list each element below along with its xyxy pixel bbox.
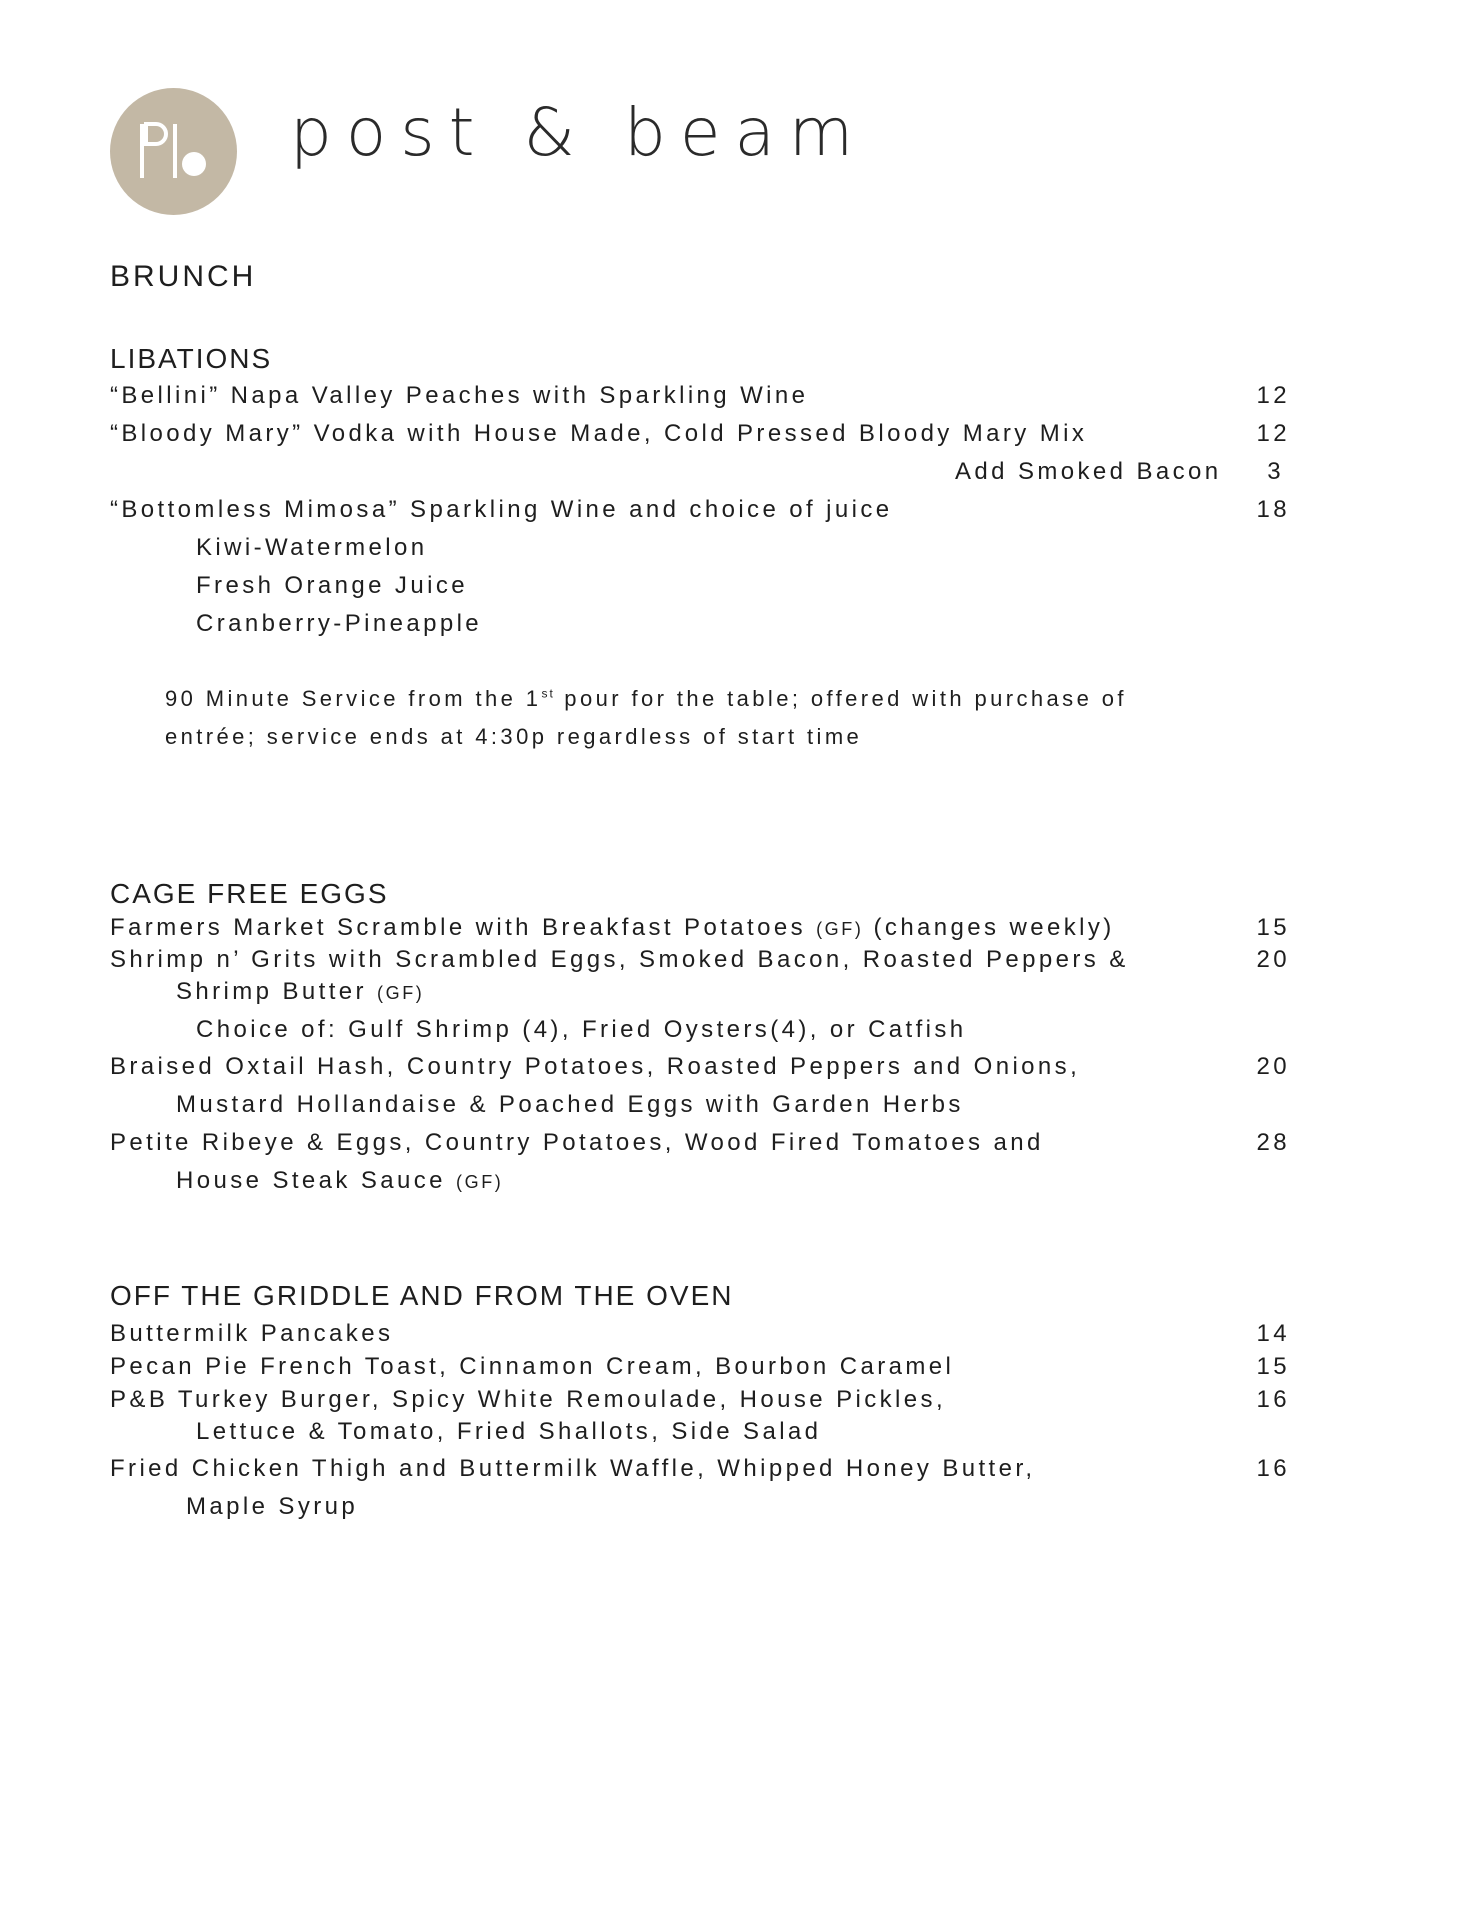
gf-tag: (GF) [456, 1172, 504, 1192]
item-choice: Choice of: Gulf Shrimp (4), Fried Oysters(4), or Catfish [196, 1016, 967, 1043]
menu-item-petite-ribeye [110, 1129, 1484, 1158]
item-price: 16 [1256, 1386, 1290, 1413]
item-name: Shrimp n’ Grits with Scrambled Eggs, Smoked Bacon, Roasted Peppers & [110, 946, 1129, 973]
menu-item-pecan-pie-french-toast [110, 1353, 1484, 1382]
item-name: “Bloody Mary” Vodka with House Made, Cold Pressed Bloody Mary Mix [110, 420, 1088, 447]
item-name: Farmers Market Scramble with Breakfast Potatoes [110, 914, 806, 941]
menu-title: BRUNCH [110, 260, 257, 293]
note-text: pour for the table; offered with purchase of [554, 686, 1127, 711]
section-heading-griddle: OFF THE GRIDDLE AND FROM THE OVEN [110, 1280, 734, 1311]
note-superscript: st [541, 686, 555, 701]
menu-item-turkey-burger [110, 1386, 1484, 1415]
item-continuation [176, 1167, 503, 1196]
item-name: Petite Ribeye & Eggs, Country Potatoes, Wood Fired Tomatoes and [110, 1129, 1044, 1156]
mimosa-service-note-line2: entrée; service ends at 4:30p regardless of start time [165, 724, 863, 749]
menu-item-bellini [110, 382, 1484, 411]
logo-mark [110, 88, 237, 215]
juice-option: Fresh Orange Juice [196, 572, 468, 599]
juice-option: Cranberry-Pineapple [196, 610, 483, 637]
item-price: 16 [1256, 1455, 1290, 1482]
menu-item-bottomless-mimosa [110, 496, 1484, 525]
item-name: P&B Turkey Burger, Spicy White Remoulade, House Pickles, [110, 1386, 947, 1413]
item-continuation [176, 978, 424, 1007]
section-heading-libations: LIBATIONS [110, 343, 273, 374]
item-continuation: Mustard Hollandaise & Poached Eggs with Garden Herbs [176, 1091, 964, 1118]
menu-item-bloody-mary [110, 420, 1484, 449]
note-text: 90 Minute Service from the 1 [165, 686, 542, 711]
menu-item-buttermilk-pancakes [110, 1320, 1484, 1349]
section-heading-eggs: CAGE FREE EGGS [110, 878, 389, 909]
item-price: 14 [1256, 1320, 1290, 1347]
item-price: 15 [1256, 1353, 1290, 1380]
item-name-cont: Shrimp Butter [176, 978, 367, 1005]
addon-name: Add Smoked Bacon [955, 458, 1222, 485]
item-name: “Bottomless Mimosa” Sparkling Wine and choice of juice [110, 496, 893, 523]
gf-tag: (GF) [816, 919, 864, 939]
mimosa-service-note-line1 [165, 686, 1127, 712]
item-name: Pecan Pie French Toast, Cinnamon Cream, Bourbon Caramel [110, 1353, 955, 1380]
item-name-cont: House Steak Sauce [176, 1167, 446, 1194]
gf-tag: (GF) [377, 983, 425, 1003]
item-price: 12 [1256, 420, 1290, 447]
item-price: 12 [1256, 382, 1290, 409]
item-name: Buttermilk Pancakes [110, 1320, 394, 1347]
item-continuation: Maple Syrup [186, 1493, 359, 1520]
item-price: 18 [1256, 496, 1290, 523]
item-price: 20 [1256, 946, 1290, 973]
menu-item-oxtail-hash [110, 1053, 1484, 1082]
item-continuation: Lettuce & Tomato, Fried Shallots, Side Salad [196, 1418, 822, 1445]
brand-wordmark: post & beam [290, 94, 868, 171]
item-price: 15 [1256, 914, 1290, 941]
menu-item-chicken-and-waffle [110, 1455, 1484, 1484]
menu-item-farmers-market-scramble [110, 914, 1484, 943]
logo-monogram-icon [110, 88, 237, 215]
item-extra: (changes weekly) [863, 914, 1115, 941]
item-name: Fried Chicken Thigh and Buttermilk Waffle, Whipped Honey Butter, [110, 1455, 1036, 1482]
item-price: 20 [1256, 1053, 1290, 1080]
juice-option: Kiwi-Watermelon [196, 534, 428, 561]
item-price: 28 [1256, 1129, 1290, 1156]
item-name: Braised Oxtail Hash, Country Potatoes, Roasted Peppers and Onions, [110, 1053, 1081, 1080]
menu-item-shrimp-n-grits [110, 946, 1484, 975]
addon-price: 3 [1267, 458, 1284, 485]
item-name: “Bellini” Napa Valley Peaches with Sparkling Wine [110, 382, 809, 409]
